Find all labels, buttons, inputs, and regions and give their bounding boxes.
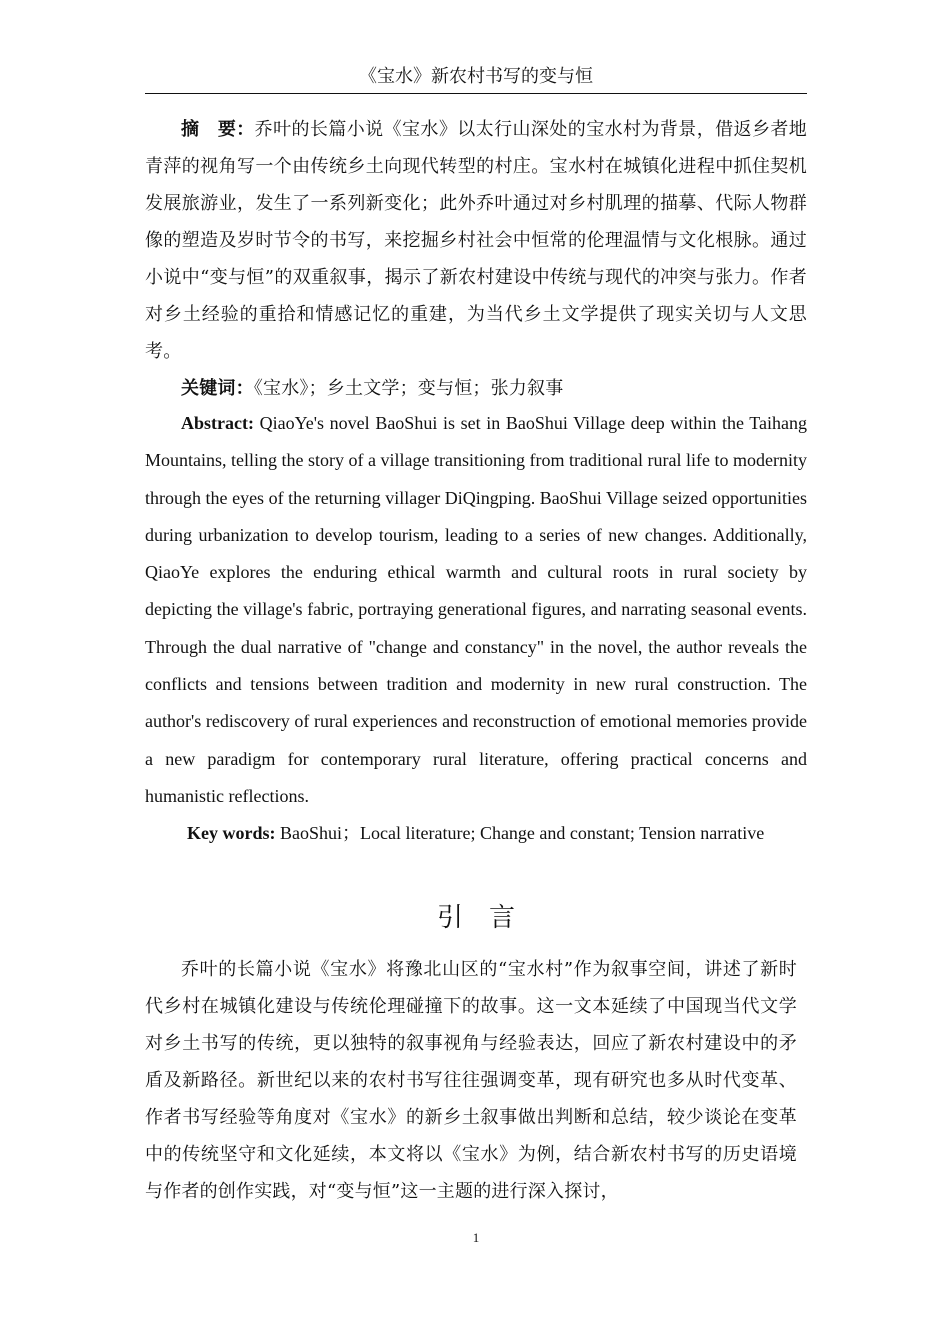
abstract-en-label: Abstract: (181, 413, 254, 433)
keywords-zh (145, 370, 807, 407)
abstract-en-text: QiaoYe's novel BaoShui is set in BaoShui Village deep within the Taihang Mountains, telling the story of a village transitioning from traditional rural life to modernity through the eyes of the returning villager DiQingping. BaoShui Village seized opportunities during urbanization to develop tourism, leading to a series of new changes. Additionally, QiaoYe explores the enduring ethical warmth and cultural roots in rural society by depicting the village's fabric, portraying generational figures, and narrating seasonal events. Through the dual narrative of "change and constancy" in the novel, the author reveals the conflicts and tensions between tradition and modernity in new rural construction. The author's rediscovery of rural experiences and reconstruction of emotional memories provide a new paradigm for contemporary rural literature, offering practical concerns and humanistic reflections. (145, 413, 807, 806)
section-heading: 引言 (436, 903, 541, 933)
abstract-zh (145, 111, 807, 370)
keywords-en-label: Key words: (187, 823, 276, 843)
running-header: 《宝水》新农村书写的变与恒 (145, 64, 807, 94)
abstract-zh-label: 摘 要： (181, 119, 255, 140)
keywords-en (145, 815, 807, 852)
intro-paragraph: 乔叶的长篇小说《宝水》将豫北山区的“宝水村”作为叙事空间，讲述了新时代乡村在城镇化建设与传统伦理碰撞下的故事。这一文本延续了中国现当代文学对乡土书写的传统，更以独特的叙事视角与经验表达，回应了新农村建设中的矛盾及新路径。新世纪以来的农村书写往往强调变革，现有研究也多从时代变革、作者书写经验等角度对《宝水》的新乡土叙事做出判断和总结，较少谈论在变革中的传统坚守和文化延续，本文将以《宝水》为例，结合新农村书写的历史语境与作者的创作实践，对“变与恒”这一主题的进行深入探讨， (145, 959, 797, 1202)
keywords-zh-text: 《宝水》；乡土文学；变与恒；张力叙事 (253, 378, 564, 399)
page-number: 1 (472, 1230, 480, 1245)
abstract-zh-text: 乔叶的长篇小说《宝水》以太行山深处的宝水村为背景，借返乡者地青萍的视角写一个由传统乡土向现代转型的村庄。宝水村在城镇化进程中抓住契机发展旅游业，发生了一系列新变化；此外乔叶通过对乡村肌理的描摹、代际人物群像的塑造及岁时节令的书写，来挖掘乡村社会中恒常的伦理温情与文化根脉。通过小说中“变与恒”的双重叙事，揭示了新农村建设中传统与现代的冲突与张力。作者对乡土经验的重拾和情感记忆的重建，为当代乡土文学提供了现实关切与人文思考。 (145, 119, 807, 362)
abstract-en (145, 405, 807, 815)
keywords-en-text: BaoShui；Local literature; Change and constant; Tension narrative (280, 823, 765, 843)
keywords-zh-label: 关键词： (181, 378, 254, 399)
